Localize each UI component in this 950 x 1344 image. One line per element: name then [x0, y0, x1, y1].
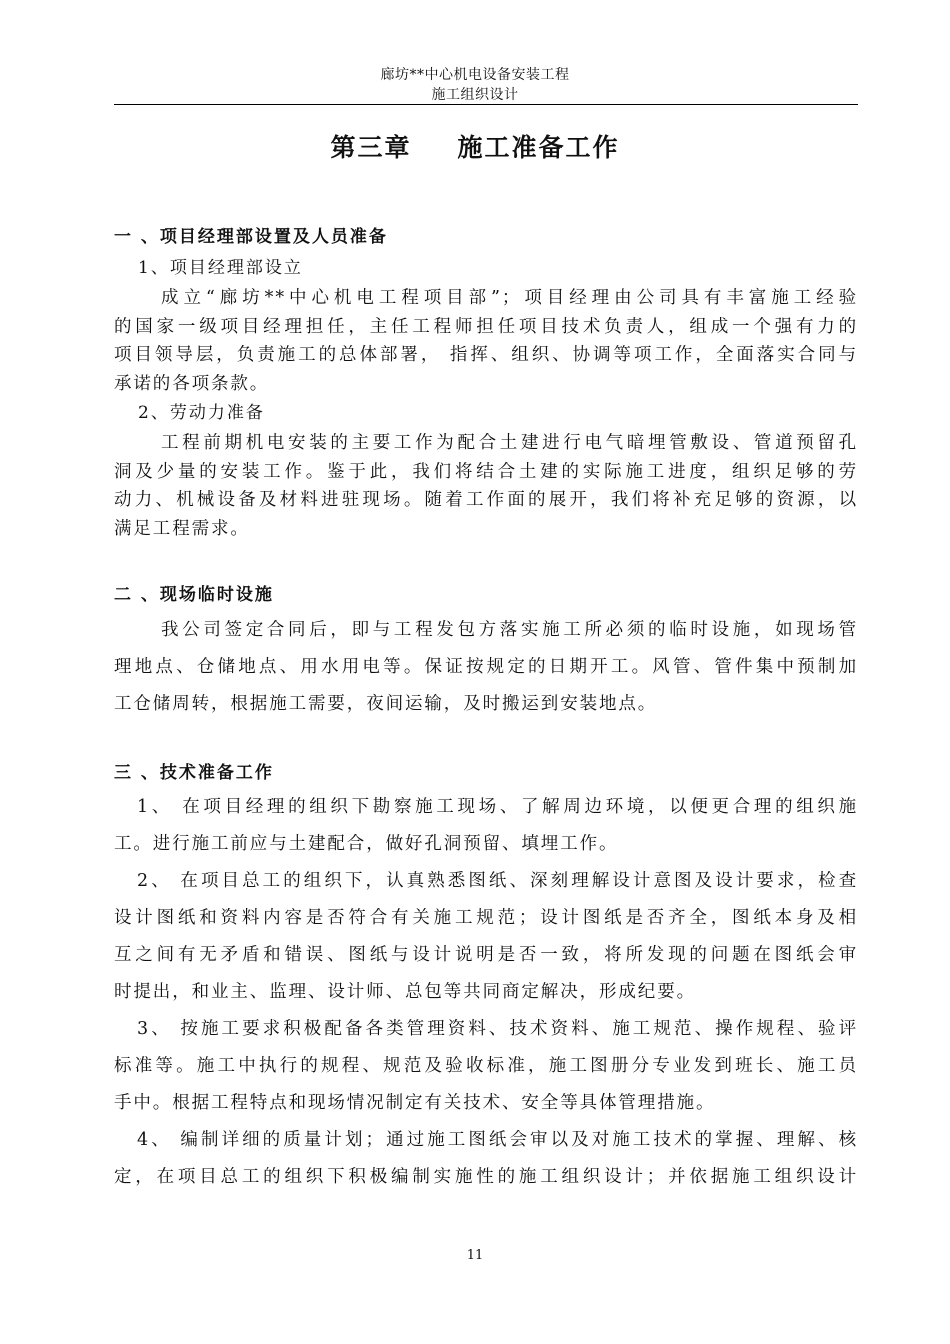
chapter-name: 施工准备工作 — [457, 133, 620, 162]
paragraph — [114, 429, 858, 543]
running-header-doc-type: 施工组织设计 — [431, 87, 519, 103]
text-line: 满足工程需求。 — [114, 518, 250, 539]
page-number: 11 — [466, 1248, 484, 1263]
text-line: 3、 按施工要求积极配备各类管理资料、技术资料、施工规范、操作规程、验评 — [137, 1019, 858, 1039]
text-line: 标准等。施工中执行的规程、规范及验收标准，施工图册分专业发到班长、施工员 — [114, 1056, 858, 1076]
text-line: 互之间有无矛盾和错误、图纸与设计说明是否一致，将所发现的问题在图纸会审 — [114, 945, 858, 965]
subsection-heading: 2、劳动力准备 — [138, 403, 265, 423]
section-heading: 三 、技术准备工作 — [114, 763, 274, 783]
text-line: 2、 在项目总工的组织下，认真熟悉图纸、深刻理解设计意图及设计要求，检查 — [137, 871, 858, 891]
subsection-heading: 1、项目经理部设立 — [138, 258, 303, 278]
text-line: 我公司签定合同后，即与工程发包方落实施工所必须的临时设施，如现场管 — [161, 620, 858, 640]
text-line: 工程前期机电安装的主要工作为配合土建进行电气暗埋管敷设、管道预留孔 — [161, 433, 858, 453]
header-rule — [114, 104, 858, 105]
section-heading: 二 、现场临时设施 — [114, 585, 274, 605]
paragraph — [114, 789, 858, 1196]
text-line: 成立“廊坊**中心机电工程项目部”；项目经理由公司具有丰富施工经验 — [161, 288, 858, 308]
section-heading: 一 、项目经理部设置及人员准备 — [114, 227, 388, 247]
text-line: 时提出，和业主、监理、设计师、总包等共同商定解决，形成纪要。 — [114, 982, 696, 1002]
chapter-number: 第三章 — [330, 133, 412, 162]
chapter-title — [0, 130, 950, 166]
text-line: 理地点、仓储地点、用水用电等。保证按规定的日期开工。风管、管件集中预制加 — [114, 657, 858, 677]
text-line: 工仓储周转，根据施工需要，夜间运输，及时搬运到安装地点。 — [114, 694, 658, 714]
running-header-project: 廊坊**中心机电设备安装工程 — [380, 67, 570, 83]
text-line: 洞及少量的安装工作。鉴于此，我们将结合土建的实际施工进度，组织足够的劳 — [114, 461, 858, 482]
text-line: 定，在项目总工的组织下积极编制实施性的施工组织设计；并依据施工组织设计 — [114, 1167, 858, 1187]
text-line: 承诺的各项条款。 — [114, 373, 270, 394]
text-line: 的国家一级项目经理担任，主任工程师担任项目技术负责人，组成一个强有力的 — [114, 316, 858, 337]
text-line: 手中。根据工程特点和现场情况制定有关技术、安全等具体管理措施。 — [114, 1093, 716, 1113]
text-line: 动力、机械设备及材料进驻现场。随着工作面的展开，我们将补充足够的资源，以 — [114, 490, 858, 510]
text-line: 项目领导层，负责施工的总体部署， 指挥、组织、协调等项工作，全面落实合同与 — [114, 345, 858, 365]
paragraph — [114, 612, 858, 723]
text-line: 4、 编制详细的质量计划；通过施工图纸会审以及对施工技术的掌握、理解、核 — [137, 1130, 858, 1150]
paragraph — [114, 284, 858, 398]
text-line: 1、 在项目经理的组织下勘察施工现场、了解周边环境，以便更合理的组织施 — [137, 797, 858, 817]
text-line: 设计图纸和资料内容是否符合有关施工规范；设计图纸是否齐全，图纸本身及相 — [114, 908, 858, 928]
text-line: 工。进行施工前应与土建配合，做好孔洞预留、填埋工作。 — [114, 834, 619, 854]
